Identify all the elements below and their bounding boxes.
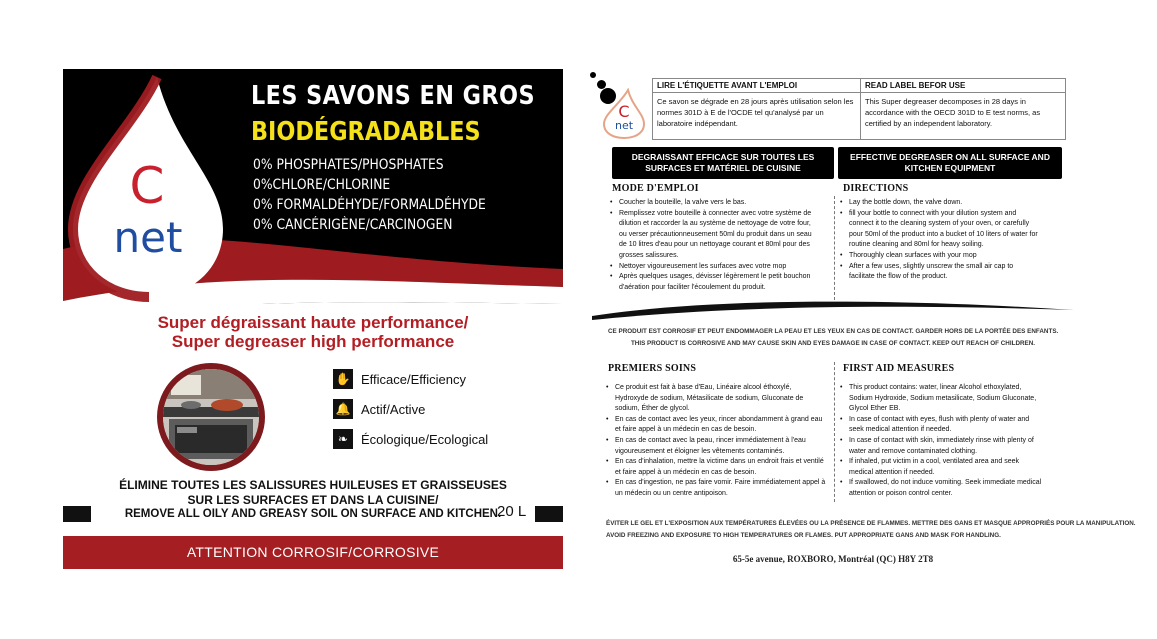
list-item: • In case of contact with skin, immediately rinse with plenty of water and remove contaminated clothing. bbox=[838, 436, 1042, 457]
feature-label: Efficace/Efficiency bbox=[361, 371, 467, 387]
feature-label: Actif/Active bbox=[361, 401, 426, 417]
list-item: • En cas de contact avec la peau, rincer immédiatement à l'eau vigoureusement et éloigner les vêtements contaminés. bbox=[604, 436, 826, 457]
list-item: • En cas d'ingestion, ne pas faire vomir. Faire immédiatement appel à un médecin ou un centre antipoison. bbox=[604, 478, 826, 499]
front-label bbox=[63, 69, 563, 569]
performance-fr: Super dégraissant haute performance/ bbox=[157, 313, 469, 332]
wave-divider bbox=[588, 292, 1078, 322]
decor-dot bbox=[590, 72, 596, 78]
list-item: • Nettoyer vigoureusement les surfaces avec votre mop bbox=[608, 262, 818, 273]
read-label-table bbox=[652, 78, 1066, 140]
eliminate-line: ÉLIMINE TOUTES LES SALISSURES HUILEUSES ET GRAISSEUSES bbox=[119, 478, 507, 492]
address: 65-5e avenue, ROXBORO, Montréal (QC) H8Y 2T8 bbox=[732, 554, 934, 564]
ingredient-line: 0%CHLORE/CHLORINE bbox=[253, 177, 391, 193]
bell-icon: 🔔 bbox=[333, 399, 353, 419]
freeze-warning-en: AVOID FREEZING AND EXPOSURE TO HIGH TEMPERATURES OR FLAMES. PUT APPROPRIATE GANS AND MASK FOR HANDLING. bbox=[606, 532, 1001, 539]
first-aid-en-list bbox=[838, 383, 1042, 500]
divider bbox=[834, 196, 835, 300]
stove-image bbox=[163, 369, 259, 465]
warning-fr: CE PRODUIT EST CORROSIF ET PEUT ENDOMMAGER LA PEAU ET LES YEUX EN CAS DE CONTACT. GARDER HORS DE LA PORTÉE DES ENFANTS. bbox=[608, 328, 1059, 335]
mode-title: MODE D'EMPLOI bbox=[612, 183, 699, 194]
eco-hand-icon: ❧ bbox=[333, 429, 353, 449]
feature-active bbox=[333, 398, 425, 420]
list-item: • If inhaled, put victim in a cool, ventilated area and seek medical attention if needed. bbox=[838, 457, 1042, 478]
eliminate-line: SUR LES SURFACES ET DANS LA CUISINE/ bbox=[187, 493, 439, 507]
list-item: • fill your bottle to connect with your dilution system and connect it to the cleaning system of your oven, or carefully pour 50ml of the product into a bucket of 10 liters of water for routine cleaning and 80ml for heavy soiling. bbox=[838, 209, 1038, 251]
warning-en: THIS PRODUCT IS CORROSIVE AND MAY CAUSE SKIN AND EYES DAMAGE IN CASE OF CONTACT. KEEP OUT REACH OF CHILDREN. bbox=[630, 340, 1036, 347]
header-en: EFFECTIVE DEGREASER ON ALL SURFACE AND KITCHEN EQUIPMENT bbox=[838, 147, 1062, 179]
kitchen-photo bbox=[157, 363, 265, 471]
read-fr-title: LIRE L'ÉTIQUETTE AVANT L'EMPLOI bbox=[653, 79, 860, 93]
headline-savons: LES SAVONS EN GROS bbox=[251, 81, 536, 111]
ingredient-line: 0% PHOSPHATES/PHOSPHATES bbox=[253, 157, 444, 173]
list-item: • En cas d'inhalation, mettre la victime dans un endroit frais et ventilé et faire appel à un médecin en cas de besoin. bbox=[604, 457, 826, 478]
feature-efficiency bbox=[333, 368, 466, 390]
list-item: • Après quelques usages, dévisser légèrement le petit bouchon d'aération pour faciliter l'écoulement du produit. bbox=[608, 272, 818, 293]
ingredient-line: 0% FORMALDÉHYDE/FORMALDÉHYDE bbox=[253, 197, 486, 213]
divider bbox=[834, 362, 835, 502]
first-aid-en-title: FIRST AID MEASURES bbox=[843, 363, 955, 374]
list-item: • Remplissez votre bouteille à connecter avec votre système de dilution et raccorder la au système de nettoyage de votre four, ou verser précautionneusement 50ml du produit dans un seau de 10 litres d'eau pour un nettoyage courant et 80ml pour des grosses salissures. bbox=[608, 209, 818, 262]
eliminate-line: REMOVE ALL OILY AND GREASY SOIL ON SURFACE AND KITCHEN. bbox=[124, 508, 502, 520]
list-item: • Lay the bottle down, the valve down. bbox=[838, 198, 1038, 209]
first-aid-fr-title: PREMIERS SOINS bbox=[608, 363, 697, 374]
directions-title: DIRECTIONS bbox=[843, 183, 909, 194]
ingredient-line: 0% CANCÉRIGÈNE/CARCINOGEN bbox=[253, 217, 453, 233]
back-label bbox=[588, 70, 1136, 575]
feature-ecological bbox=[333, 428, 488, 450]
attention-banner: ATTENTION CORROSIF/CORROSIVE bbox=[63, 536, 563, 569]
list-item: • If swallowed, do not induce vomiting. Seek immediate medical attention or poison control center. bbox=[838, 478, 1042, 499]
feature-label: Écologique/Ecological bbox=[361, 431, 489, 447]
volume: 20 L bbox=[497, 503, 527, 520]
hand-icon: ✋ bbox=[333, 369, 353, 389]
read-en-text: This Super degreaser decomposes in 28 days in accordance with the OECD 301D to E test norms, as certified by an independent laboratory. bbox=[865, 97, 1041, 128]
header-fr: DEGRAISSANT EFFICACE SUR TOUTES LES SURFACES ET MATÉRIEL DE CUISINE bbox=[612, 147, 834, 179]
black-bar-left bbox=[63, 506, 91, 522]
brand-word-net: net bbox=[614, 119, 634, 132]
list-item: • Ce produit est fait à base d'Eau, Linéaire alcool éthoxylé, Hydroxyde de sodium, Métasilicate de sodium, Gluconate de sodium, Éther de glycol. bbox=[604, 383, 826, 415]
mode-list bbox=[608, 198, 818, 293]
first-aid-fr-list bbox=[604, 383, 826, 500]
list-item: • Thoroughly clean surfaces with your mop bbox=[838, 251, 1038, 262]
read-fr-text: Ce savon se dégrade en 28 jours après utilisation selon les normes 301D à E de l'OCDE tel qu'analysé par un laboratoire indépendant. bbox=[657, 97, 854, 128]
headline-biodegradables: BIODÉGRADABLES bbox=[251, 117, 481, 147]
brand-word-net: net bbox=[113, 213, 183, 262]
brand-letter-c: C bbox=[129, 157, 165, 215]
directions-list bbox=[838, 198, 1038, 283]
brand-letter-c: C bbox=[618, 102, 630, 121]
list-item: • In case of contact with eyes, flush with plenty of water and seek medical attention if needed. bbox=[838, 415, 1042, 436]
freeze-warning-fr: ÉVITER LE GEL ET L'EXPOSITION AUX TEMPÉRATURES ÉLEVÉES OU LA PRÉSENCE DE FLAMMES. METTRE DES GANS ET MASQUE APPROPRIÉS POUR LA MANIPULATION. bbox=[606, 520, 1136, 527]
performance-en: Super degreaser high performance bbox=[171, 332, 455, 351]
list-item: • After a few uses, slightly unscrew the small air cap to facilitate the flow of the product. bbox=[838, 262, 1038, 283]
read-en-title: READ LABEL BEFOR USE bbox=[861, 79, 1065, 93]
black-bar-right bbox=[535, 506, 563, 522]
list-item: • This product contains: water, linear Alcohol ethoxylated, Sodium Hydroxide, Sodium metasilicate, Sodium Gluconate, Glycol Ether EB. bbox=[838, 383, 1042, 415]
list-item: • En cas de contact avec les yeux, rincer abondamment à grand eau et faire appel à un médecin en cas de besoin. bbox=[604, 415, 826, 436]
list-item: • Coucher la bouteille, la valve vers le bas. bbox=[608, 198, 818, 209]
